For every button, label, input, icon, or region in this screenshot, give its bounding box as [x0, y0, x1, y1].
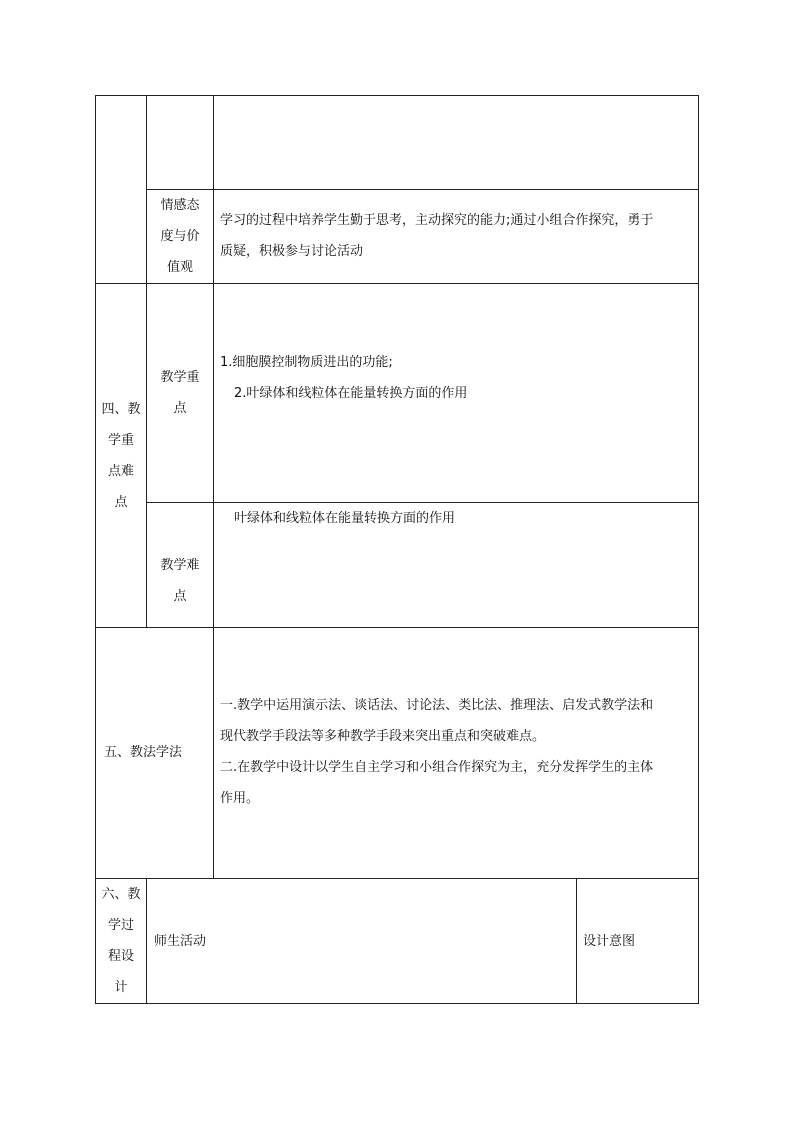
section-label-line: 学重 — [107, 432, 134, 448]
row-divider-4 — [95, 627, 699, 628]
col-divider-process-right — [576, 878, 577, 1004]
col-divider-2 — [213, 95, 214, 878]
methods-section-label: 五、教法学法 — [104, 745, 183, 760]
key-points-label-line: 点 — [173, 401, 187, 416]
row-divider-5 — [95, 878, 699, 879]
methods-content-line: 二.在教学中设计以学生自主学习和小组合作探究为主，充分发挥学生的主体 — [220, 760, 654, 775]
affective-label-cell — [147, 190, 213, 283]
key-difficult-section-cell — [96, 284, 146, 627]
process-section-cell — [96, 879, 146, 1003]
affective-content-line: 学习的过程中培养学生勤于思考，主动探究的能力;通过小组合作探究，勇于 — [220, 213, 654, 228]
process-label-line: 学过 — [107, 918, 134, 933]
process-label-line: 六、教 — [101, 887, 141, 902]
affective-label-line: 情感态 — [160, 198, 200, 213]
table-border-bottom — [95, 1003, 699, 1004]
difficult-point-item: 叶绿体和线粒体在能量转换方面的作用 — [234, 511, 456, 526]
affective-label-line: 值观 — [166, 260, 193, 275]
section-label-line: 四、教 — [101, 401, 141, 417]
difficult-points-content-cell — [234, 503, 694, 534]
key-point-item: 2.叶绿体和线粒体在能量转换方面的作用 — [234, 386, 468, 401]
key-points-label-line: 教学重 — [160, 370, 200, 385]
methods-content-line: 一.教学中运用演示法、谈话法、讨论法、类比法、推理法、启发式教学法和 — [220, 698, 654, 713]
methods-label-cell — [104, 737, 210, 768]
row-divider-1 — [146, 189, 699, 190]
design-intent-header — [583, 926, 693, 957]
design-intent-label: 设计意图 — [583, 934, 636, 949]
methods-content-cell — [220, 690, 696, 814]
col-divider-process-left — [146, 878, 147, 1004]
affective-content-cell — [220, 205, 696, 267]
affective-label-line: 度与价 — [160, 229, 200, 244]
difficult-points-label-line: 教学难 — [160, 558, 200, 573]
process-label-line: 程设 — [107, 949, 134, 964]
affective-content-line: 质疑，积极参与讨论活动 — [220, 244, 364, 259]
difficult-points-label-cell — [147, 503, 213, 627]
activity-label: 师生活动 — [154, 934, 207, 949]
section-label-line: 点 — [114, 494, 128, 510]
methods-content-line: 作用。 — [220, 791, 260, 806]
key-points-label-cell — [147, 284, 213, 502]
table-border-right — [698, 95, 699, 1004]
section-label-line: 点难 — [107, 463, 134, 479]
difficult-points-label-line: 点 — [173, 589, 187, 604]
key-points-content-cell — [220, 347, 696, 409]
process-label-line: 计 — [114, 980, 128, 995]
key-point-item: 1.细胞膜控制物质进出的功能; — [220, 355, 393, 370]
methods-content-line: 现代教学手段法等多种教学手段来突出重点和突破难点。 — [220, 729, 546, 744]
teacher-student-activity-header — [154, 926, 354, 957]
table-border-top — [95, 95, 699, 96]
